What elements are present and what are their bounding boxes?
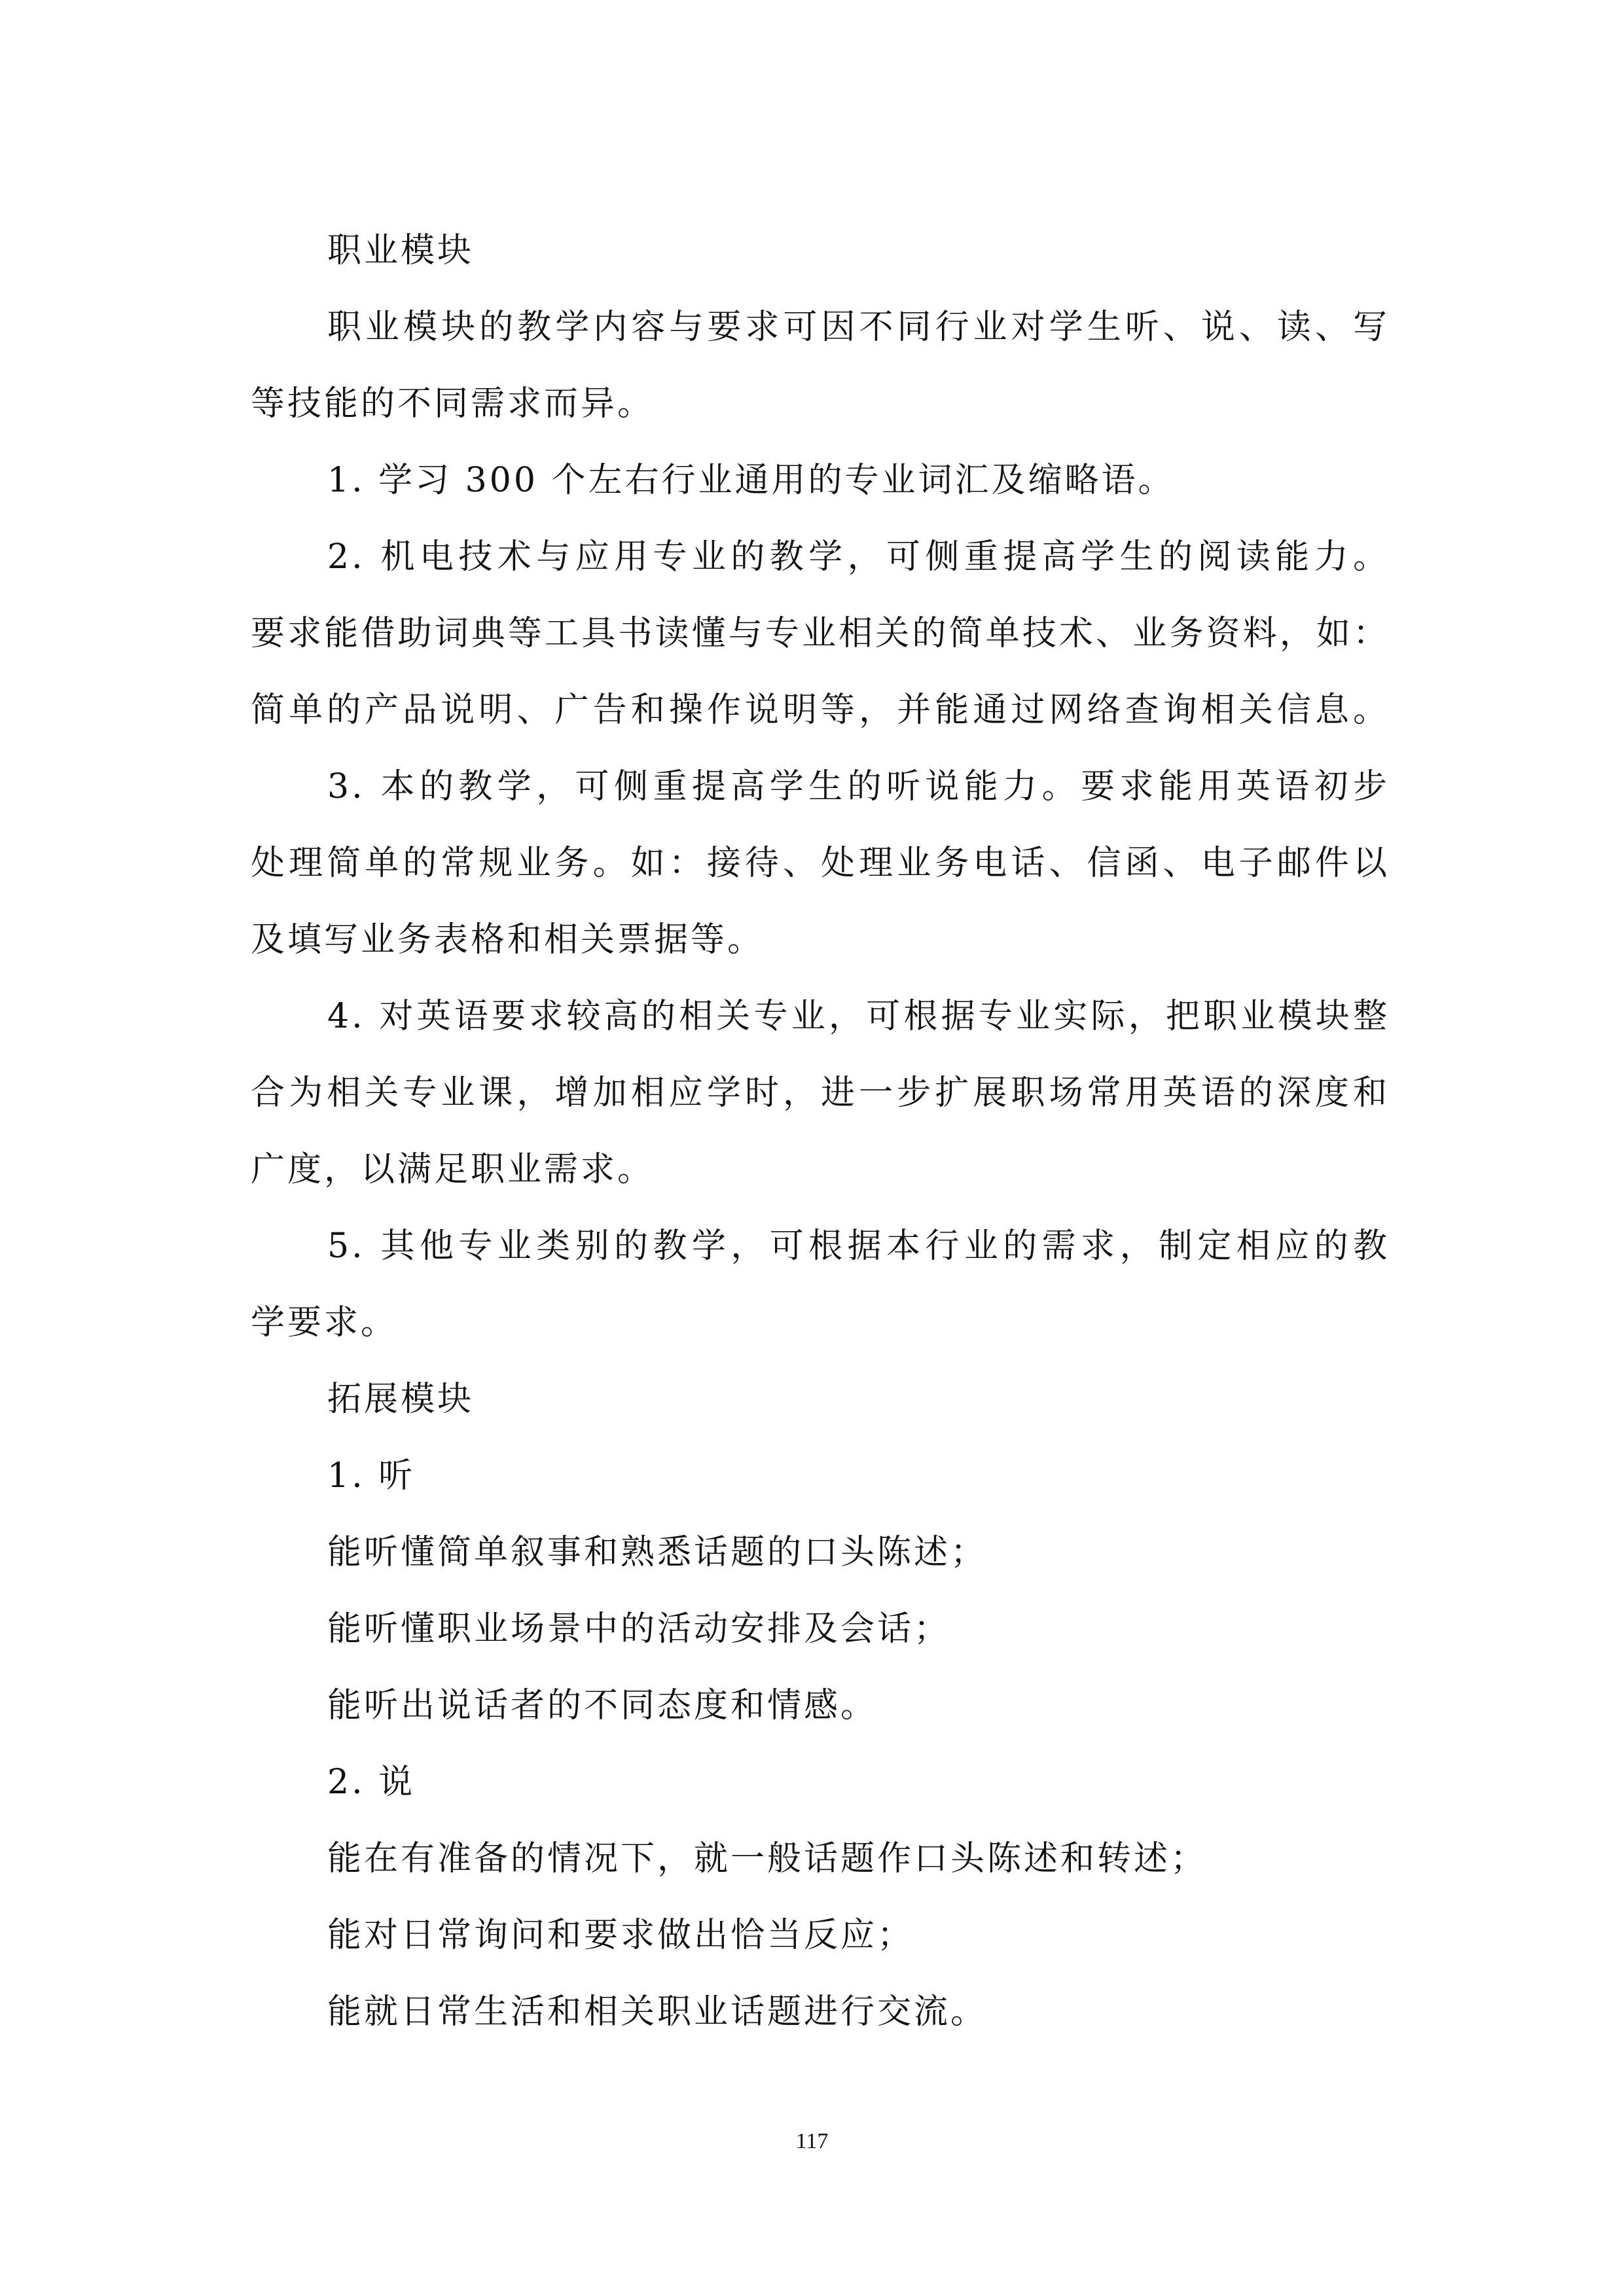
listening-item: 能听懂职业场景中的活动安排及会话； — [327, 1609, 951, 1649]
listening-item: 能听懂简单叙事和熟悉话题的口头陈述； — [327, 1533, 988, 1572]
document-body — [251, 213, 1390, 2051]
section-heading-extension-module: 拓展模块 — [327, 1380, 475, 1419]
paragraph-line: 学要求。 — [251, 1303, 398, 1342]
paragraph-line: 及填写业务表格和相关票据等。 — [251, 920, 765, 960]
paragraph-line: 职业模块的教学内容与要求可因不同行业对学生听、说、读、写 — [327, 308, 1390, 347]
list-item-3: 3. 本的教学，可侧重提高学生的听说能力。要求能用英语初步 — [327, 767, 1390, 806]
speaking-item: 能对日常询问和要求做出恰当反应； — [327, 1916, 914, 1955]
speaking-item: 能在有准备的情况下，就一般话题作口头陈述和转述； — [327, 1839, 1208, 1878]
paragraph-line: 处理简单的常规业务。如：接待、处理业务电话、信函、电子邮件以 — [251, 844, 1390, 883]
list-item-5: 5. 其他专业类别的教学，可根据本行业的需求，制定相应的教 — [327, 1227, 1390, 1266]
paragraph-line: 要求能借助词典等工具书读懂与专业相关的简单技术、业务资料，如： — [251, 614, 1390, 653]
paragraph-line: 等技能的不同需求而异。 — [251, 384, 655, 423]
listening-item: 能听出说话者的不同态度和情感。 — [327, 1686, 878, 1725]
list-item-2: 2. 机电技术与应用专业的教学，可侧重提高学生的阅读能力。 — [327, 537, 1390, 577]
subheading-speaking: 2. 说 — [327, 1763, 416, 1802]
paragraph-line: 合为相关专业课，增加相应学时，进一步扩展职场常用英语的深度和 — [251, 1073, 1390, 1113]
subheading-listening: 1. 听 — [327, 1456, 416, 1496]
list-item-4: 4. 对英语要求较高的相关专业，可根据专业实际，把职业模块整 — [327, 997, 1390, 1036]
page-number: 117 — [795, 2129, 829, 2153]
section-heading-vocational-module: 职业模块 — [327, 231, 475, 270]
paragraph-line: 简单的产品说明、广告和操作说明等，并能通过网络查询相关信息。 — [251, 691, 1390, 730]
paragraph-line: 广度，以满足职业需求。 — [251, 1150, 655, 1189]
speaking-item: 能就日常生活和相关职业话题进行交流。 — [327, 1992, 988, 2032]
list-item-1: 1. 学习 300 个左右行业通用的专业词汇及缩略语。 — [327, 461, 1175, 500]
